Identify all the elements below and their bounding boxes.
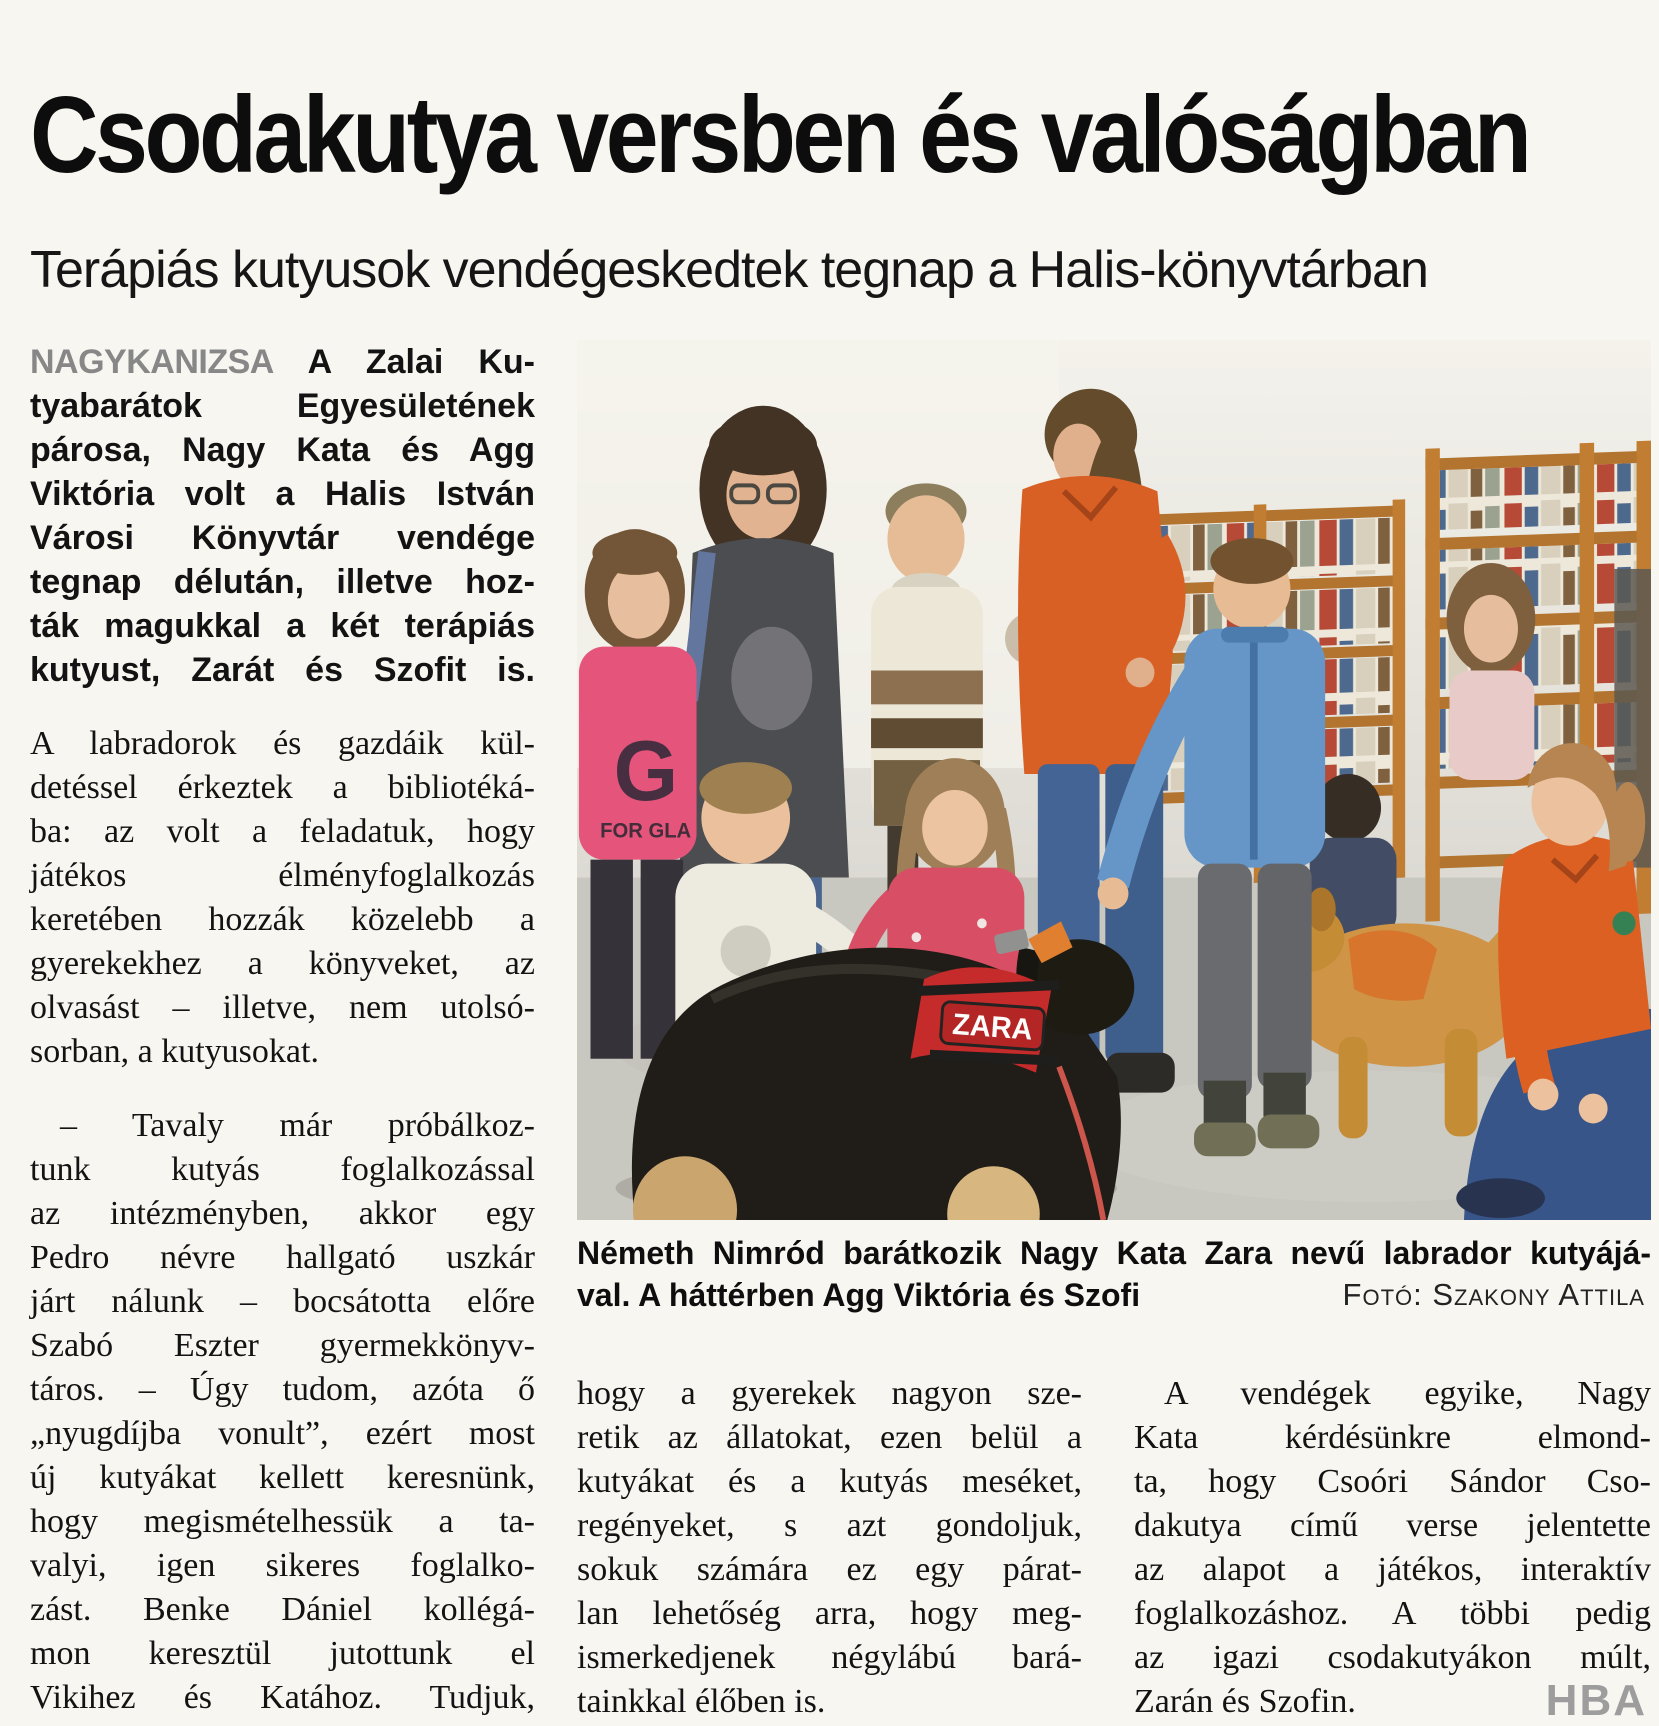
text-line: valyi, igen sikeres foglalko- [30,1547,535,1585]
text-line: Városi Könyvtár vendége [30,519,535,558]
photo-credit: Fotó: Szakony Attila [1342,1277,1645,1313]
text-line [30,340,535,384]
text-line: Vikihez és Katához. Tudjuk, [30,1679,535,1717]
text-line: gyerekekhez a könyveket, az [30,945,535,983]
shirt-letter-text: G [613,722,679,819]
text-line: táros. – Úgy tudom, azóta ő [30,1371,535,1409]
text-line: tunk kutyás foglalkozással [30,1151,535,1189]
article-headline: Csodakutya versben és valóságban [30,74,1529,196]
byline-initials: HBA [1545,1676,1647,1726]
text-line: dakutya című verse jelentette [1134,1507,1651,1545]
text-line: párosa, Nagy Kata és Agg [30,431,535,470]
text-line: retik az állatokat, ezen belül a [577,1419,1082,1457]
lead-first-line-text: A Zalai Ku- [273,343,535,382]
text-line: az intézményben, akkor egy [30,1195,535,1233]
text-line: sorban, a kutyusokat. [30,1033,319,1071]
right-column [1134,1372,1651,1724]
text-line: A vendégek egyike, Nagy [1164,1375,1651,1413]
text-line: regényeket, s azt gondoljuk, [577,1507,1082,1545]
text-line: hogy a gyerekek nagyon sze- [577,1375,1082,1413]
text-line: ták magukkal a két terápiás [30,607,535,646]
body-paragraph [1134,1372,1651,1724]
lead-paragraph [30,340,535,692]
body-paragraph [30,1104,535,1720]
text-line: tyabarátok Egyesületének [30,387,535,426]
text-line: A labradorok és gazdáik kül- [30,725,535,763]
text-line: ismerkedjenek négylábú bará- [577,1639,1082,1677]
body-paragraph [30,722,535,1074]
text-line: detéssel érkeztek a bibliotéká- [30,769,535,807]
text-line: val. A háttérben Agg Viktória és Szofi [577,1277,1141,1314]
text-line: új kutyákat kellett keresnünk, [30,1459,535,1497]
text-line: játékos élményfoglalkozás [30,857,535,895]
text-line: Pedro névre hallgató uszkár [30,1239,535,1277]
right-area [577,340,1651,1724]
scan-tint [577,340,1651,1220]
text-line: ba: az volt a feladatuk, hogy [30,813,535,851]
article-subheadline: Terápiás kutyusok vendégeskedtek tegnap a Halis-könyvtárban [30,241,1428,300]
text-line: lan lehetőség arra, hogy meg- [577,1595,1082,1633]
harness-label-text: ZARA [951,1007,1034,1048]
text-line: sokuk számára ez egy párat- [577,1551,1082,1589]
text-line: kutyust, Zarát és Szofit is. [30,651,535,690]
text-line: – Tavaly már próbálkoz- [60,1107,535,1145]
text-line: az alapot a játékos, interaktív [1134,1551,1651,1589]
lead-lines [30,384,535,692]
text-line: Kata kérdésünkre elmond- [1134,1419,1651,1457]
text-line: az igazi csodakutyákon múlt, [1134,1639,1651,1677]
text-line: mon keresztül jutottunk el [30,1635,535,1673]
text-line: kutyákat és a kutyás meséket, [577,1463,1082,1501]
text-line: hogy megismételhessük a ta- [30,1503,535,1541]
text-line: Németh Nimród barátkozik Nagy Kata Zara nevű labrador kutyájá- [577,1235,1651,1272]
middle-column [577,1372,1082,1724]
text-line: zást. Benke Dániel kollégá- [30,1591,535,1629]
body-paragraph [577,1372,1082,1724]
article-body [30,340,1651,1724]
text-line: járt nálunk – bocsátotta előre [30,1283,535,1321]
bottom-columns [577,1372,1651,1724]
photo-caption [577,1232,1651,1316]
text-line: ta, hogy Csoóri Sándor Cso- [1134,1463,1651,1501]
text-line: olvasást – illetve, nem utolsó- [30,989,535,1027]
location-tag: NAGYKANIZSA [30,343,274,382]
text-line: tainkkal élőben is. [577,1683,826,1721]
text-line: foglalkozáshoz. A többi pedig [1134,1595,1651,1633]
text-line: Viktória volt a Halis István [30,475,535,514]
text-line: Zarán és Szofin. [1134,1683,1356,1721]
shirt-small-text: FOR GLA [600,819,692,844]
photo-illustration [577,340,1651,1220]
text-line: Szabó Eszter gyermekkönyv- [30,1327,535,1365]
text-line: „nyugdíjba vonult”, ezért most [30,1415,535,1453]
text-line: tegnap délután, illetve hoz- [30,563,535,602]
left-column [30,340,535,1724]
text-line: keretében hozzák közelebb a [30,901,535,939]
